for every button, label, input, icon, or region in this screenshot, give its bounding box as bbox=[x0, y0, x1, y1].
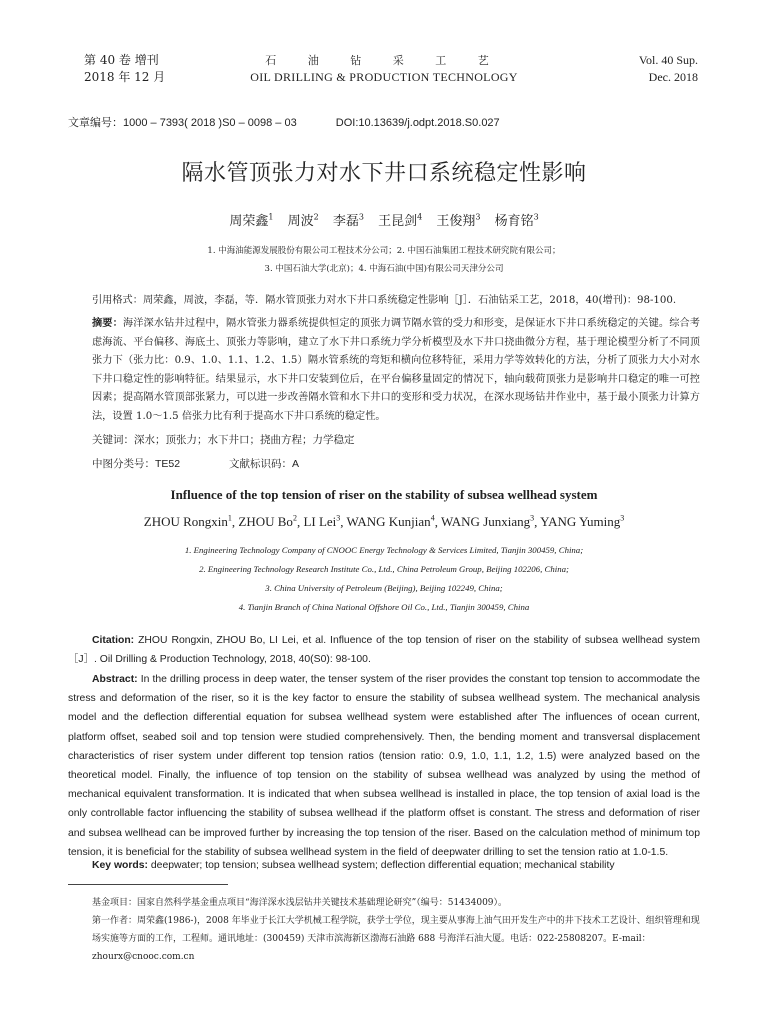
fund-footnote bbox=[92, 893, 700, 912]
author-cn: 杨育铭$^3$ bbox=[494, 212, 539, 229]
abstract-cn-label: 摘要： bbox=[92, 318, 123, 329]
first-author-label: 第一作者： bbox=[92, 915, 138, 925]
keywords-en-text: deepwater; top tension; subsea wellhead system; deflection differential equation; mechanical stability bbox=[150, 860, 615, 871]
citation-en-text: ZHOU Rongxin, ZHOU Bo, LI Lei, et al. Influence of the top tension of riser on the stability of subsea wellhead system［J］. Oil Drilling & Production Technology, 2018, 40(S0): 98-100. bbox=[68, 635, 700, 666]
english-title: Influence of the top tension of riser on the stability of subsea wellhead system bbox=[170, 487, 598, 502]
author-cn: 周波$^2$ bbox=[287, 212, 319, 229]
citation-en-label: Citation: bbox=[92, 635, 135, 646]
journal-name-cn: 石 油 钻 采 工 艺 bbox=[265, 54, 503, 67]
affiliation-line: 1. 中海油能源发展股份有限公司工程技术分公司；2. 中国石油集团工程技术研究院有限公司； bbox=[207, 246, 561, 256]
citation-cn-label: 引用格式： bbox=[92, 295, 143, 306]
article-meta bbox=[68, 114, 500, 130]
author-footnote bbox=[92, 911, 700, 966]
author-cn: 周荣鑫$^1$ bbox=[229, 212, 274, 229]
keywords-en bbox=[68, 856, 700, 875]
keywords-en-label: Key words: bbox=[92, 860, 149, 871]
abstract-en-text: In the drilling process in deep water, the tenser system of the riser provides the constant top tension to accommodate the stress and deformation of the riser, so it is the key factor to ensure the stability of subsea wellhead system. The mechanical analysis model and the deflection differential equation for subsea wellhead system were established after The influences of ocean current, platform offset, seabed soil and top tension were studied comprehensively. Then, the bending moment and transversal displacement characteristics of riser system under different top tension ratios (tension ratio: 0.9, 1.0, 1.1, 1.2, 1.5) were analyzed based on the theoretical model. Finally, the influence of top tension on the stability of subsea wellhead was analyzed by using the method of mechanical equivalent transformation. It is indicated that when subsea wellhead is installed in place, the top tension of axial load is the only controllable factor influencing the stability of subsea wellhead if the platform offset is constant. The stress and deformation of riser and subsea wellhead can be improved further by increasing the top tension of the riser. Based on the calculation method of minimum top tension, it is beneficial for the stability of subsea wellhead system in the field of deepwater drilling to set the tension ratio at 1.0-1.5. bbox=[68, 674, 701, 858]
abstract-en-label: Abstract: bbox=[92, 674, 138, 685]
affiliations-en bbox=[0, 541, 768, 617]
affiliation-en-line: 2. Engineering Technology Research Institute Co., Ltd., China Petroleum Group, Beijing 102206, China; bbox=[199, 564, 569, 574]
doc-code-label: 文献标识码： bbox=[229, 458, 293, 470]
affiliation-en-line: 1. Engineering Technology Company of CNOOC Energy Technology & Services Limited, Tianjin 300459, China; bbox=[184, 545, 584, 555]
authors-cn bbox=[0, 210, 768, 229]
abstract-en bbox=[68, 670, 700, 862]
keywords-cn bbox=[92, 432, 355, 447]
citation-cn bbox=[92, 292, 700, 311]
keywords-cn-text: 深水；顶张力；水下井口；挠曲方程；力学稳定 bbox=[134, 434, 355, 446]
volume-cn: 第 40 卷 增刊 bbox=[84, 53, 159, 67]
keywords-cn-label: 关键词： bbox=[92, 434, 134, 446]
page-title: 隔水管顶张力对水下井口系统稳定性影响 bbox=[181, 161, 587, 186]
affiliation-line: 3. 中国石油大学(北京)；4. 中海石油(中国)有限公司天津分公司 bbox=[264, 264, 504, 274]
clc-label: 中图分类号： bbox=[92, 458, 155, 470]
affiliation-en-line: 3. China University of Petroleum (Beijing), Beijing 102249, China; bbox=[265, 583, 503, 593]
abstract-cn-text: 海洋深水钻井过程中，隔水管张力器系统提供恒定的顶张力调节隔水管的受力和形变，是保证水下井口系统稳定的关键。综合考虑海流、平台偏移、海底土、顶张力等影响，建立了水下井口系统力学分析模型及水下井口挠曲微分方程，基于理论模型分析了不同顶张力下（张力比：0.9、1.0、1.1、1.2、1.5）隔水管系统的弯矩和横向位移特征，采用力学等效转化的方法，分析了顶张力大小对水下井口稳定性的影响特征。结果显示，水下井口安装到位后，在平台偏移量固定的情况下，轴向载荷顶张力是影响井口稳定的唯一可控因素；提高隔水管顶部张紧力，可以进一步改善隔水管和水下井口的变形和受力状况，在深水现场钻井作业中，基于最小顶张力计算方法，设置 1.0～1.5 倍张力比有利于提高水下井口系统的稳定性。 bbox=[92, 318, 700, 422]
footnote-divider bbox=[68, 884, 228, 885]
volume-en: Vol. 40 Sup. bbox=[638, 53, 698, 67]
author-cn: 王昆剑$^4$ bbox=[378, 212, 423, 229]
author-en: ZHOU Bo$^2$ bbox=[238, 514, 297, 530]
author-en: WANG Kunjian$^4$ bbox=[346, 514, 435, 530]
article-number: 文章编号：1000 – 7393( 2018 )S0 – 0098 – 03 bbox=[68, 117, 297, 129]
author-cn: 李磊$^3$ bbox=[332, 212, 364, 229]
affiliation-en-line: 4. Tianjin Branch of China National Offshore Oil Co., Ltd., Tianjin 300459, China bbox=[238, 602, 530, 612]
citation-en bbox=[68, 631, 700, 669]
citation-cn-text: 周荣鑫，周波，李磊，等．隔水管顶张力对水下井口系统稳定性影响［J］．石油钻采工艺，2018，40(增刊)：98-100. bbox=[142, 295, 677, 306]
author-en: YANG Yuming$^3$ bbox=[540, 514, 625, 530]
authors-en: ZHOU Rongxin$^1$, ZHOU Bo$^2$, LI Lei$^3$, WANG Kunjian$^4$, WANG Junxiang$^3$, YANG Yuming$^3$ bbox=[143, 514, 625, 530]
journal-name-en: OIL DRILLING & PRODUCTION TECHNOLOGY bbox=[250, 70, 518, 84]
issue-info-en bbox=[639, 52, 698, 86]
author-en: WANG Junxiang$^3$ bbox=[440, 514, 535, 530]
classification bbox=[92, 456, 299, 471]
doc-code-value: A bbox=[292, 458, 300, 470]
first-author-text: 周荣鑫(1986-)，2008 年毕业于长江大学机械工程学院，获学士学位，现主要从事海上油气田开发生产中的井下技术工艺设计、组织管理和现场实施等方面的工作，工程师。通讯地址：(300459) 天津市滨海新区渤海石油路 688 号海洋石油大厦。电话：022-25808207。E-mail：zhourx@cnooc.com.cn bbox=[92, 916, 700, 962]
clc-value: TE52 bbox=[155, 458, 181, 470]
author-cn: 王俊翔$^3$ bbox=[436, 212, 481, 229]
abstract-cn bbox=[92, 315, 700, 427]
author-en: LI Lei$^3$ bbox=[303, 514, 341, 530]
fund-label: 基金项目： bbox=[92, 897, 138, 907]
date-en: Dec. 2018 bbox=[648, 70, 698, 84]
fund-text: 国家自然科学基金重点项目“海洋深水浅层钻井关键技术基础理论研究”（编号：51434009）。 bbox=[137, 898, 508, 908]
doi: DOI:10.13639/j.odpt.2018.S0.027 bbox=[335, 117, 500, 129]
author-en: ZHOU Rongxin$^1$ bbox=[143, 514, 232, 530]
date-cn: 2018 年 12 月 bbox=[84, 70, 166, 84]
affiliations-cn bbox=[0, 242, 768, 278]
